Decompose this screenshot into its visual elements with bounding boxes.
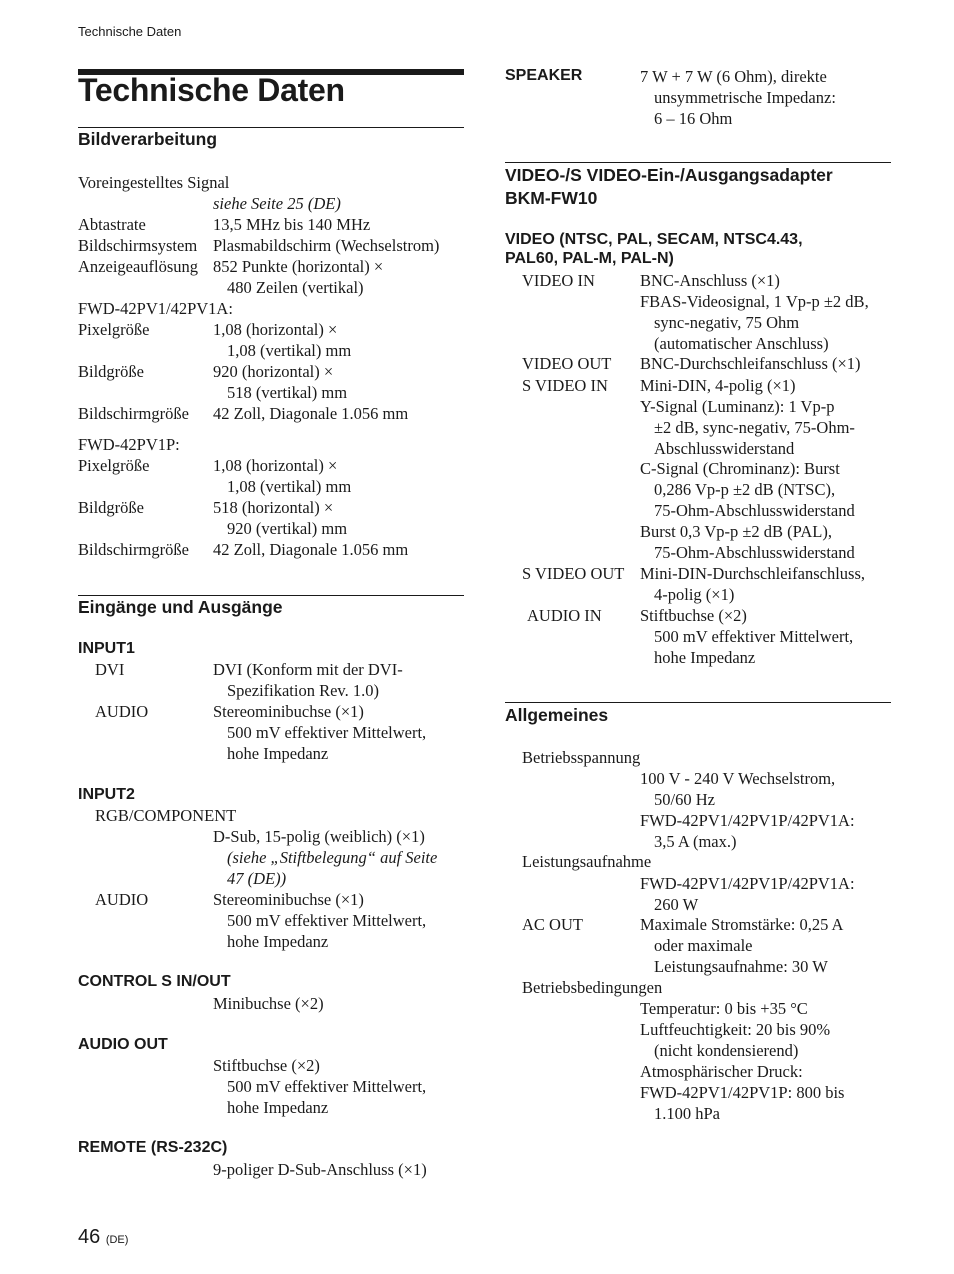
section-heading-allgemeines: Allgemeines	[505, 705, 609, 725]
spec-value: 920 (horizontal) ×	[213, 362, 334, 381]
spec-label: VIDEO OUT	[522, 354, 612, 373]
spec-value: 6 – 16 Ohm	[654, 109, 733, 128]
subheading-audio-out: AUDIO OUT	[78, 1036, 168, 1053]
spec-value: Leistungsaufnahme: 30 W	[654, 957, 828, 976]
section-rule	[505, 162, 891, 163]
spec-value: Atmosphärischer Druck:	[640, 1062, 803, 1081]
spec-value: Luftfeuchtigkeit: 20 bis 90%	[640, 1020, 831, 1039]
spec-label: Pixelgröße	[78, 320, 150, 339]
spec-value: Minibuchse (×2)	[213, 994, 324, 1013]
spec-value: 0,286 Vp-p ±2 dB (NTSC),	[654, 480, 836, 499]
spec-value: 1.100 hPa	[654, 1104, 720, 1123]
spec-value: C-Signal (Chrominanz): Burst	[640, 459, 840, 478]
spec-value: 920 (vertikal) mm	[227, 519, 348, 538]
spec-value: FBAS-Videosignal, 1 Vp-p ±2 dB,	[640, 292, 869, 311]
spec-value: 75-Ohm-Abschlusswiderstand	[654, 543, 855, 562]
spec-label: Abtastrate	[78, 215, 146, 234]
section-heading-bildverarbeitung: Bildverarbeitung	[78, 129, 218, 149]
spec-value: FWD-42PV1/42PV1P/42PV1A:	[640, 874, 855, 893]
page-title: Technische Daten	[78, 72, 345, 108]
spec-value: 260 W	[654, 895, 699, 914]
spec-value: 1,08 (horizontal) ×	[213, 320, 338, 339]
subheading-input1: INPUT1	[78, 640, 135, 657]
spec-value: (siehe „Stiftbelegung“ auf Seite	[227, 848, 438, 867]
spec-label: DVI	[95, 660, 125, 679]
subheading-video: PAL60, PAL-M, PAL-N)	[505, 250, 674, 267]
spec-value: 47 (DE))	[227, 869, 287, 888]
spec-label: Bildschirmsystem	[78, 236, 198, 255]
spec-value: 100 V - 240 V Wechselstrom,	[640, 769, 836, 788]
spec-value: 852 Punkte (horizontal) ×	[213, 257, 384, 276]
spec-value: 1,08 (vertikal) mm	[227, 477, 352, 496]
spec-value: BNC-Durchschleifanschluss (×1)	[640, 354, 861, 373]
spec-value: FWD-42PV1/42PV1P/42PV1A:	[640, 811, 855, 830]
running-header: Technische Daten	[78, 24, 182, 39]
spec-value: DVI (Konform mit der DVI-	[213, 660, 403, 679]
spec-value: 500 mV effektiver Mittelwert,	[227, 723, 427, 742]
section-heading-adapter: VIDEO-/S VIDEO-Ein-/Ausgangsadapter	[505, 165, 833, 185]
section-rule	[505, 702, 891, 703]
spec-value: BNC-Anschluss (×1)	[640, 271, 780, 290]
spec-value: 75-Ohm-Abschlusswiderstand	[654, 501, 855, 520]
subheading-speaker: SPEAKER	[505, 67, 583, 84]
spec-value: Plasmabildschirm (Wechselstrom)	[213, 236, 440, 255]
spec-label: Voreingestelltes Signal	[78, 173, 230, 192]
spec-value: Stiftbuchse (×2)	[640, 606, 747, 625]
spec-value: ±2 dB, sync-negativ, 75-Ohm-	[654, 418, 855, 437]
spec-value: Maximale Stromstärke: 0,25 A	[640, 915, 844, 934]
spec-value: 500 mV effektiver Mittelwert,	[227, 1077, 427, 1096]
spec-label: Pixelgröße	[78, 456, 150, 475]
spec-value: 9-poliger D-Sub-Anschluss (×1)	[213, 1160, 427, 1179]
spec-value: unsymmetrische Impedanz:	[654, 88, 836, 107]
section-heading-adapter-model: BKM-FW10	[505, 188, 598, 208]
spec-value: 500 mV effektiver Mittelwert,	[227, 911, 427, 930]
spec-label: VIDEO IN	[522, 271, 595, 290]
spec-value: hohe Impedanz	[654, 648, 756, 667]
spec-value: Mini-DIN, 4-polig (×1)	[640, 376, 796, 395]
spec-value: 42 Zoll, Diagonale 1.056 mm	[213, 540, 409, 559]
spec-value: siehe Seite 25 (DE)	[213, 194, 341, 213]
spec-value: 13,5 MHz bis 140 MHz	[213, 215, 371, 234]
spec-value: Stiftbuchse (×2)	[213, 1056, 320, 1075]
spec-label: Bildgröße	[78, 362, 144, 381]
model-label: FWD-42PV1P:	[78, 435, 180, 454]
section-rule	[78, 127, 464, 128]
spec-value: 518 (vertikal) mm	[227, 383, 348, 402]
spec-value: 500 mV effektiver Mittelwert,	[654, 627, 854, 646]
spec-value: 3,5 A (max.)	[654, 832, 737, 851]
spec-value: 480 Zeilen (vertikal)	[227, 278, 364, 297]
spec-value: oder maximale	[654, 936, 753, 955]
spec-value: Spezifikation Rev. 1.0)	[227, 681, 379, 700]
section-rule	[78, 595, 464, 596]
spec-label: AC OUT	[522, 915, 583, 934]
model-label: FWD-42PV1/42PV1A:	[78, 299, 233, 318]
spec-value: (nicht kondensierend)	[654, 1041, 799, 1060]
spec-value: 50/60 Hz	[654, 790, 715, 809]
spec-value: Burst 0,3 Vp-p ±2 dB (PAL),	[640, 522, 832, 541]
spec-value: Mini-DIN-Durchschleifanschluss,	[640, 564, 865, 583]
spec-value: Temperatur: 0 bis +35 °C	[640, 999, 808, 1018]
page-number	[78, 1226, 128, 1249]
page-number-value: 46	[78, 1226, 101, 1248]
subheading-remote: REMOTE (RS-232C)	[78, 1139, 228, 1156]
subheading-input2: INPUT2	[78, 786, 135, 803]
spec-value: hohe Impedanz	[227, 1098, 329, 1117]
spec-label: Leistungsaufnahme	[522, 852, 652, 871]
spec-value: hohe Impedanz	[227, 932, 329, 951]
spec-value: 518 (horizontal) ×	[213, 498, 334, 517]
spec-label: Betriebsbedingungen	[522, 978, 663, 997]
spec-label: AUDIO	[95, 702, 149, 721]
spec-label: Bildschirmgröße	[78, 540, 189, 559]
spec-label: S VIDEO IN	[522, 376, 608, 395]
spec-label: AUDIO IN	[527, 606, 602, 625]
spec-label: AUDIO	[95, 890, 149, 909]
spec-value: 42 Zoll, Diagonale 1.056 mm	[213, 404, 409, 423]
section-heading-io: Eingänge und Ausgänge	[78, 597, 283, 617]
spec-label: RGB/COMPONENT	[95, 806, 237, 825]
spec-label: Bildschirmgröße	[78, 404, 189, 423]
spec-value: 1,08 (horizontal) ×	[213, 456, 338, 475]
spec-value: D-Sub, 15-polig (weiblich) (×1)	[213, 827, 425, 846]
spec-value: Stereominibuchse (×1)	[213, 702, 364, 721]
spec-value: sync-negativ, 75 Ohm	[654, 313, 800, 332]
spec-value: hohe Impedanz	[227, 744, 329, 763]
spec-value: (automatischer Anschluss)	[654, 334, 829, 353]
spec-value: 7 W + 7 W (6 Ohm), direkte	[640, 67, 827, 86]
spec-value: 1,08 (vertikal) mm	[227, 341, 352, 360]
spec-label: Bildgröße	[78, 498, 144, 517]
spec-label: Betriebsspannung	[522, 748, 641, 767]
spec-value: FWD-42PV1/42PV1P: 800 bis	[640, 1083, 845, 1102]
spec-value: Stereominibuchse (×1)	[213, 890, 364, 909]
subheading-control: CONTROL S IN/OUT	[78, 973, 231, 990]
page-number-suffix: (DE)	[105, 1234, 129, 1246]
spec-label: Anzeigeauflösung	[78, 257, 199, 276]
spec-value: Abschlusswiderstand	[654, 439, 795, 458]
spec-label: S VIDEO OUT	[522, 564, 625, 583]
spec-value: 4-polig (×1)	[654, 585, 735, 604]
subheading-video: VIDEO (NTSC, PAL, SECAM, NTSC4.43,	[505, 231, 803, 248]
spec-value: Y-Signal (Luminanz): 1 Vp-p	[640, 397, 835, 416]
